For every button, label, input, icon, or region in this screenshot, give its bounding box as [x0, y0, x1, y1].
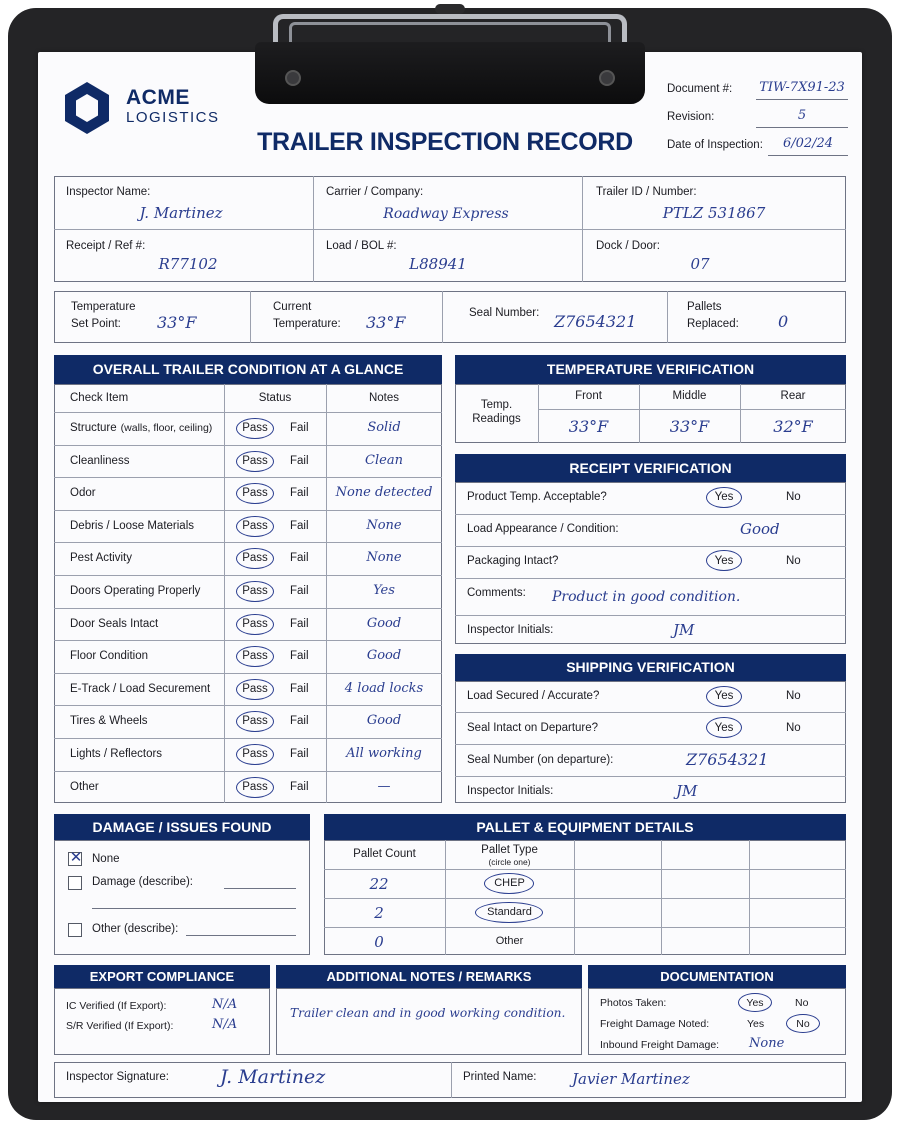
fail-option[interactable]: Fail: [290, 650, 309, 663]
comments-field[interactable]: Product in good condition.: [552, 589, 741, 605]
condition-notes-field[interactable]: None: [366, 517, 402, 533]
fail-option[interactable]: Fail: [290, 617, 309, 630]
shipping-initials-label: Inspector Initials:: [467, 785, 554, 797]
freight-damage-no-option[interactable]: No: [796, 1018, 810, 1030]
receipt-verification-header: RECEIPT VERIFICATION: [455, 454, 846, 482]
acme-hexagon-logo-icon: [62, 80, 112, 136]
current-temp-label-line1: Current: [273, 301, 312, 313]
carrier-field[interactable]: Roadway Express: [383, 206, 509, 222]
condition-notes-field[interactable]: None: [366, 550, 402, 566]
load-appearance-label: Load Appearance / Condition:: [467, 523, 619, 535]
condition-item-label: Cleanliness: [70, 454, 130, 467]
fail-option[interactable]: Fail: [290, 682, 309, 695]
seal-number-label: Seal Number:: [469, 307, 540, 319]
condition-row-item: [70, 748, 162, 760]
condition-row-divider: [54, 640, 442, 641]
condition-item-label: Floor Condition: [70, 650, 148, 663]
pallet-type-option[interactable]: CHEP: [494, 877, 525, 889]
receipt-initials-field[interactable]: JM: [673, 621, 695, 639]
comments-label: Comments:: [467, 587, 526, 599]
pallet-col-count: Pallet Count: [353, 848, 416, 860]
photos-no-option[interactable]: No: [795, 997, 809, 1009]
pass-option[interactable]: Pass: [242, 682, 268, 695]
ic-verified-label: IC Verified (If Export):: [66, 1000, 167, 1012]
condition-col-notes: Notes: [368, 392, 400, 404]
shipping-verification-header: SHIPPING VERIFICATION: [455, 654, 846, 681]
temp-rear-field[interactable]: 32°F: [773, 417, 813, 436]
condition-row-divider: [54, 771, 442, 772]
pallet-col-type: Pallet Type: [481, 844, 538, 856]
pass-option[interactable]: Pass: [242, 519, 268, 532]
printed-name-field[interactable]: Javier Martinez: [572, 1070, 690, 1088]
condition-notes-field[interactable]: Solid: [367, 420, 401, 435]
revision-value[interactable]: 5: [797, 108, 807, 123]
pass-option[interactable]: Pass: [242, 780, 268, 793]
temperature-verification-header: TEMPERATURE VERIFICATION: [455, 355, 846, 384]
condition-item-label: E-Track / Load Securement: [70, 682, 211, 695]
temp-col-middle: Middle: [672, 390, 707, 402]
fail-option[interactable]: Fail: [290, 715, 309, 728]
documentation-header: DOCUMENTATION: [588, 965, 846, 988]
condition-row-item: [70, 650, 148, 662]
bol-field[interactable]: L88941: [409, 255, 467, 273]
inspector-signature[interactable]: J. Martinez: [220, 1066, 326, 1088]
damage-describe-label: Damage (describe):: [92, 876, 193, 888]
additional-notes-field[interactable]: Trailer clean and in good working condition.: [290, 1006, 566, 1020]
product-temp-yes-option[interactable]: Yes: [714, 491, 734, 503]
condition-notes-field[interactable]: All working: [346, 746, 422, 761]
condition-notes-field[interactable]: Good: [366, 648, 402, 664]
fail-option[interactable]: Fail: [290, 422, 309, 434]
pallet-count-field[interactable]: 2: [374, 904, 384, 922]
trailer-id-field[interactable]: PTLZ 531867: [662, 204, 766, 222]
sr-verified-field[interactable]: N/A: [212, 1017, 238, 1032]
fail-option[interactable]: Fail: [290, 454, 309, 467]
condition-row-item: [70, 585, 200, 597]
condition-item-label: Pest Activity: [70, 552, 132, 565]
condition-item-label: Doors Operating Properly: [70, 585, 201, 597]
condition-item-label: Lights / Reflectors: [70, 748, 163, 760]
condition-row-divider: [54, 477, 442, 478]
temp-front-field[interactable]: 33°F: [568, 417, 609, 436]
damage-describe-line-1[interactable]: [224, 888, 296, 889]
condition-row-divider: [54, 673, 442, 674]
condition-row-divider: [54, 445, 442, 446]
condition-item-label: Tires & Wheels: [70, 715, 148, 728]
setpoint-label-line1: Temperature: [71, 301, 136, 313]
condition-row-item: [70, 781, 99, 793]
condition-notes-field[interactable]: Good: [366, 615, 402, 631]
departure-seal-field[interactable]: Z7654321: [686, 750, 769, 769]
condition-notes-field[interactable]: Yes: [373, 583, 395, 598]
condition-row-divider: [54, 575, 442, 576]
load-secured-yes-option[interactable]: Yes: [714, 690, 734, 702]
other-describe-label: Other (describe):: [92, 923, 179, 935]
temp-middle-field[interactable]: 33°F: [669, 417, 710, 436]
load-secured-label: Load Secured / Accurate?: [467, 690, 600, 702]
pallet-count-field[interactable]: 22: [369, 875, 389, 893]
condition-item-label: Door Seals Intact: [70, 617, 159, 630]
damage-describe-checkbox[interactable]: [68, 876, 82, 890]
export-compliance-header: EXPORT COMPLIANCE: [54, 965, 270, 988]
revision-label: Revision:: [667, 111, 715, 123]
signature-label: Inspector Signature:: [66, 1071, 169, 1083]
printed-name-label: Printed Name:: [463, 1071, 537, 1083]
fail-option[interactable]: Fail: [290, 585, 309, 597]
condition-row-item: [70, 520, 194, 532]
additional-notes-box: [276, 988, 582, 1055]
pallet-count-field[interactable]: 0: [374, 933, 384, 951]
fail-option[interactable]: Fail: [290, 552, 309, 565]
condition-row-item: [70, 487, 96, 499]
condition-row-divider: [54, 542, 442, 543]
freight-damage-label: Freight Damage Noted:: [600, 1018, 710, 1030]
pass-option[interactable]: Pass: [242, 715, 268, 728]
inspector-name-field[interactable]: J. Martinez: [139, 204, 223, 222]
damage-none-label: None: [92, 853, 120, 865]
photos-yes-option[interactable]: Yes: [746, 997, 764, 1009]
shipping-initials-field[interactable]: JM: [676, 782, 698, 800]
seal-intact-no-option[interactable]: No: [786, 722, 801, 734]
condition-row-item: [70, 552, 132, 564]
fail-option[interactable]: Fail: [290, 487, 309, 500]
setpoint-field[interactable]: 33°F: [157, 313, 197, 332]
condition-row-item: [70, 455, 129, 467]
clipboard-clip: [255, 2, 645, 102]
condition-row-divider: [54, 608, 442, 609]
condition-row-item: [70, 618, 158, 630]
brand-subtitle: LOGISTICS: [126, 109, 220, 126]
packaging-no-option[interactable]: No: [786, 555, 801, 567]
pallet-type-option[interactable]: Standard: [487, 906, 532, 918]
pass-option[interactable]: Pass: [242, 422, 268, 434]
sr-verified-label: S/R Verified (If Export):: [66, 1020, 174, 1032]
pass-option[interactable]: Pass: [242, 617, 268, 630]
inspection-date-label: Date of Inspection:: [667, 139, 763, 151]
pallets-replaced-label-line1: Pallets: [687, 301, 722, 313]
condition-row-item: [70, 422, 212, 434]
temp-readings-label-line2: Readings: [472, 413, 521, 425]
brand-name: ACME: [126, 86, 190, 109]
condition-col-status: Status: [258, 392, 292, 404]
freight-damage-yes-option[interactable]: Yes: [747, 1018, 765, 1030]
receipt-ref-label: Receipt / Ref #:: [66, 240, 146, 252]
condition-notes-field[interactable]: None detected: [335, 485, 433, 501]
condition-item-sublabel: (walls, floor, ceiling): [120, 422, 213, 434]
trailer-id-label: Trailer ID / Number:: [596, 186, 697, 198]
condition-notes-field[interactable]: —: [377, 778, 391, 794]
receipt-ref-field[interactable]: R77102: [158, 255, 218, 273]
other-describe-line[interactable]: [186, 935, 296, 936]
document-number-label: Document #:: [667, 83, 733, 95]
condition-item-label: Odor: [70, 487, 96, 500]
product-temp-no-option[interactable]: No: [786, 491, 801, 503]
current-temp-field[interactable]: 33°F: [366, 313, 406, 332]
pass-option[interactable]: Pass: [242, 748, 268, 760]
inspector-name-label: Inspector Name:: [66, 186, 151, 198]
seal-number-field[interactable]: Z7654321: [554, 312, 637, 331]
damage-describe-line-2[interactable]: [92, 908, 296, 909]
condition-col-item: Check Item: [70, 392, 129, 404]
fail-option[interactable]: Fail: [290, 519, 309, 532]
pallet-col-type-hint: (circle one): [488, 857, 531, 867]
departure-seal-label: Seal Number (on departure):: [467, 754, 614, 766]
additional-notes-header: ADDITIONAL NOTES / REMARKS: [276, 965, 582, 988]
condition-notes-field[interactable]: Good: [366, 713, 402, 729]
packaging-intact-label: Packaging Intact?: [467, 555, 559, 567]
current-temp-label-line2: Temperature:: [273, 318, 341, 330]
seal-intact-yes-option[interactable]: Yes: [714, 722, 734, 734]
document-number-value[interactable]: TIW-7X91-23: [759, 80, 845, 95]
inspection-date-value[interactable]: 6/02/24: [782, 136, 834, 151]
dock-door-label: Dock / Door:: [596, 240, 660, 252]
pallets-replaced-label-line2: Replaced:: [687, 318, 739, 330]
product-temp-ok-label: Product Temp. Acceptable?: [467, 491, 607, 503]
condition-notes-field[interactable]: 4 load locks: [344, 680, 424, 696]
photos-taken-label: Photos Taken:: [600, 997, 667, 1009]
pass-option[interactable]: Pass: [242, 454, 268, 467]
ic-verified-field[interactable]: N/A: [212, 997, 238, 1012]
inbound-damage-field[interactable]: None: [749, 1036, 785, 1051]
condition-item-label: Debris / Loose Materials: [70, 519, 194, 532]
pallet-type-option[interactable]: Other: [495, 935, 524, 947]
pass-option[interactable]: Pass: [242, 585, 268, 597]
pallets-replaced-field[interactable]: 0: [778, 312, 789, 331]
receipt-initials-label: Inspector Initials:: [467, 624, 554, 636]
damage-section-header: DAMAGE / ISSUES FOUND: [54, 814, 310, 840]
condition-item-label: Structure: [70, 422, 117, 434]
pass-option[interactable]: Pass: [242, 650, 268, 663]
condition-row-divider: [54, 705, 442, 706]
pallet-section-header: PALLET & EQUIPMENT DETAILS: [324, 814, 846, 840]
dock-door-field[interactable]: 07: [690, 255, 710, 273]
form-title: TRAILER INSPECTION RECORD: [257, 128, 633, 156]
temp-col-front: Front: [575, 390, 602, 402]
condition-row-divider: [54, 510, 442, 511]
condition-notes-field[interactable]: Clean: [365, 452, 403, 468]
condition-section-header: OVERALL TRAILER CONDITION AT A GLANCE: [54, 355, 442, 384]
load-secured-no-option[interactable]: No: [786, 690, 801, 702]
load-appearance-field[interactable]: Good: [740, 520, 780, 538]
condition-row-divider: [54, 412, 442, 413]
temp-col-rear: Rear: [780, 390, 806, 402]
fail-option[interactable]: Fail: [290, 780, 309, 793]
condition-row-divider: [54, 738, 442, 739]
bol-label: Load / BOL #:: [326, 240, 397, 252]
damage-none-check-mark: ✕: [69, 848, 83, 866]
packaging-yes-option[interactable]: Yes: [714, 555, 734, 567]
carrier-label: Carrier / Company:: [326, 186, 424, 198]
seal-intact-label: Seal Intact on Departure?: [467, 722, 599, 734]
pass-option[interactable]: Pass: [242, 552, 268, 565]
condition-item-label: Other: [70, 780, 99, 793]
condition-row-item: [70, 683, 210, 695]
other-describe-checkbox[interactable]: [68, 923, 82, 937]
setpoint-label-line2: Set Point:: [71, 318, 121, 330]
temp-readings-label-line1: Temp.: [480, 399, 513, 411]
condition-row-item: [70, 715, 148, 727]
fail-option[interactable]: Fail: [290, 748, 309, 760]
signature-table: [54, 1062, 846, 1098]
inbound-damage-label: Inbound Freight Damage:: [600, 1039, 720, 1051]
pass-option[interactable]: Pass: [242, 487, 268, 500]
